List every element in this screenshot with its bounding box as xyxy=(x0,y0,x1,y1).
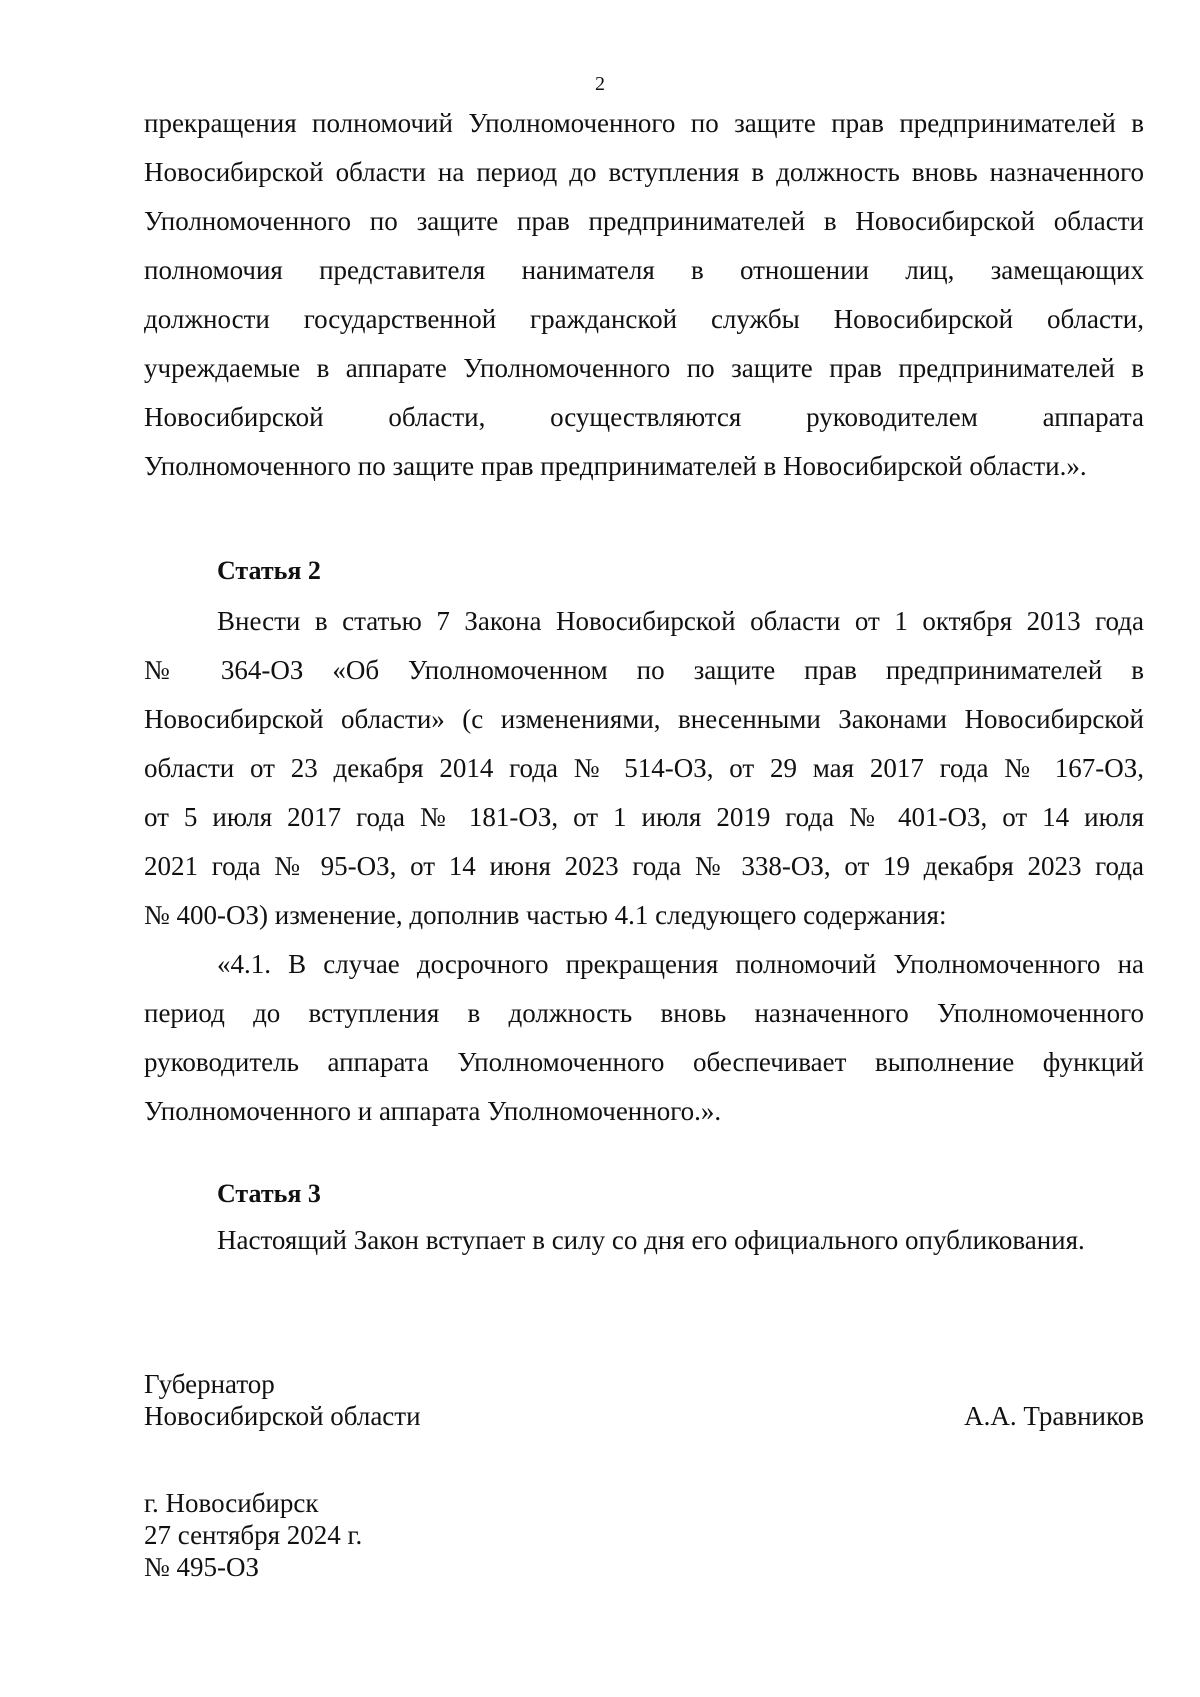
intro-line: учреждаемые в аппарате Уполномоченного по защите прав предпринимателей в xyxy=(144,353,1144,383)
article-2-text xyxy=(144,597,1144,940)
intro-line: Уполномоченного по защите прав предпринимателей в Новосибирской области.». xyxy=(144,451,1087,481)
intro-line: полномочия представителя нанимателя в отношении лиц, замещающих xyxy=(144,255,1144,285)
article-3-text: Настоящий Закон вступает в силу со дня его официального опубликования. xyxy=(217,1225,1085,1255)
intro-line: Новосибирской области, осуществляются руководителем аппарата xyxy=(144,402,1144,432)
city: г. Новосибирск xyxy=(144,1488,319,1518)
article-2-line: Новосибирской области» (с изменениями, внесенными Законами Новосибирской xyxy=(144,704,1144,734)
article-2-line: от 5 июля 2017 года № 181-ОЗ, от 1 июля 2019 года № 401-ОЗ, от 14 июля xyxy=(144,802,1144,832)
intro-paragraph xyxy=(144,99,1144,491)
intro-line: Уполномоченного по защите прав предпринимателей в Новосибирской области xyxy=(144,206,1144,236)
governor-region: Новосибирской области xyxy=(144,1401,421,1431)
page-number: 2 xyxy=(595,73,605,95)
quote-line: «4.1. В случае досрочного прекращения полномочий Уполномоченного на xyxy=(217,949,1144,979)
article-2-line: 2021 года № 95-ОЗ, от 14 июня 2023 года № 338-ОЗ, от 19 декабря 2023 года xyxy=(144,851,1144,881)
article-2-line: области от 23 декабря 2014 года № 514-ОЗ, от 29 мая 2017 года № 167-ОЗ, xyxy=(144,753,1144,783)
governor-title: Губернатор xyxy=(144,1369,275,1399)
intro-line: прекращения полномочий Уполномоченного по защите прав предпринимателей в xyxy=(144,108,1144,138)
quote-line: период до вступления в должность вновь назначенного Уполномоченного xyxy=(144,998,1144,1028)
article-3-heading: Статья 3 xyxy=(217,1179,321,1208)
article-2-quote xyxy=(144,940,1144,1136)
article-2-line: № 400-ОЗ) изменение, дополнив частью 4.1 следующего содержания: xyxy=(144,900,947,930)
intro-line: Новосибирской области на период до вступления в должность вновь назначенного xyxy=(144,157,1144,187)
article-2-line: Внести в статью 7 Закона Новосибирской области от 1 октября 2013 года xyxy=(217,606,1144,636)
intro-line: должности государственной гражданской службы Новосибирской области, xyxy=(144,304,1144,334)
quote-line: руководитель аппарата Уполномоченного обеспечивает выполнение функций xyxy=(144,1047,1144,1077)
quote-line: Уполномоченного и аппарата Уполномоченного.». xyxy=(144,1096,722,1126)
article-2-heading: Статья 2 xyxy=(217,556,321,585)
article-2-line: № 364-ОЗ «Об Уполномоченном по защите прав предпринимателей в xyxy=(144,655,1144,685)
date: 27 сентября 2024 г. xyxy=(144,1520,363,1550)
governor-name: А.А. Травников xyxy=(964,1401,1144,1431)
law-number: № 495-ОЗ xyxy=(144,1552,260,1582)
